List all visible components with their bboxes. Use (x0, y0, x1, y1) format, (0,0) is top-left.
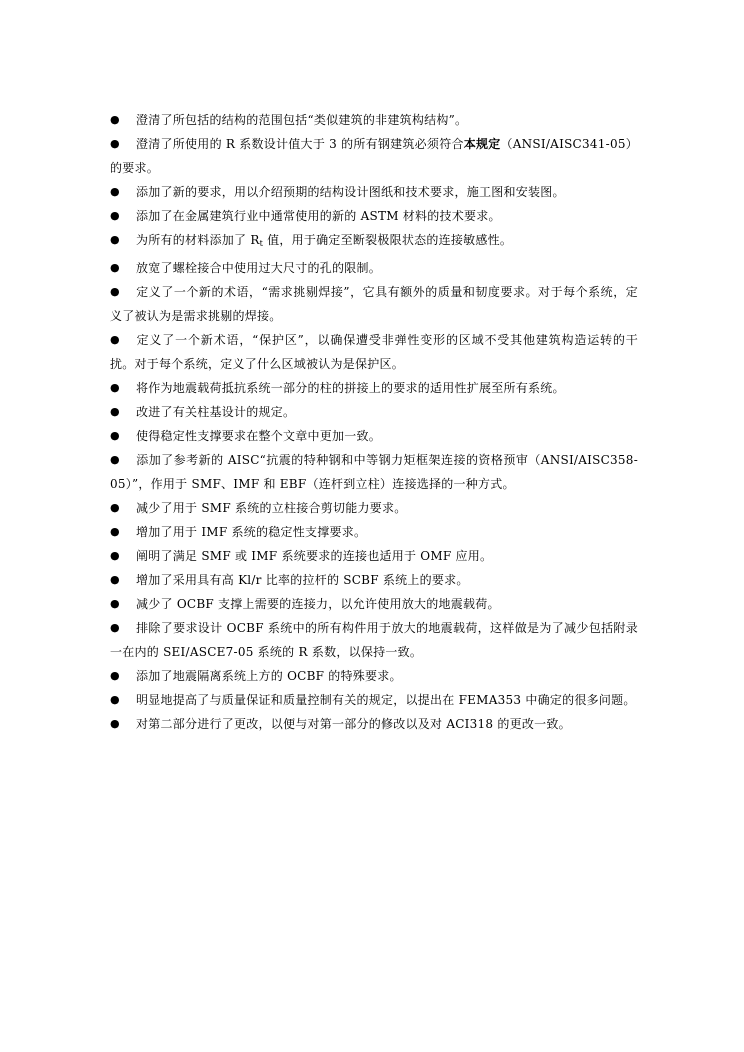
list-item (110, 688, 638, 712)
item-text: 将作为地震载荷抵抗系统一部分的柱的拼接上的要求的适用性扩展至所有系统。 (136, 381, 565, 395)
list-item (110, 280, 638, 328)
list-item (110, 616, 638, 664)
bullet-icon: ● (110, 669, 120, 682)
item-text: 值，用于确定至断裂极限状态的连接敏感性。 (263, 233, 513, 247)
bullet-icon: ● (110, 597, 120, 610)
item-text-bold: 本规定 (463, 137, 501, 151)
item-text: 减少了用于 SMF 系统的立柱接合剪切能力要求。 (136, 501, 407, 515)
bullet-icon: ● (110, 233, 120, 246)
list-item (110, 328, 638, 376)
list-item (110, 424, 638, 448)
list-item (110, 712, 638, 736)
bullet-icon: ● (110, 501, 120, 514)
list-item (110, 544, 638, 568)
item-text: 澄清了所包括的结构的范围包括“类似建筑的非建筑构结构”。 (136, 113, 468, 127)
list-item (110, 132, 638, 180)
bullet-icon: ● (110, 573, 120, 586)
list-item (110, 520, 638, 544)
bullet-icon: ● (110, 113, 120, 126)
list-item (110, 664, 638, 688)
item-text: 添加了地震隔离系统上方的 OCBF 的特殊要求。 (136, 669, 402, 683)
item-text: 定义了一个新术语，“保护区”，以确保遭受非弹性变形的区域不受其他建筑构造运转的干扰。对于每个系统，定义了什么区域被认为是保护区。 (110, 333, 638, 371)
item-text: 添加了新的要求，用以介绍预期的结构设计图纸和技术要求，施工图和安装图。 (136, 185, 565, 199)
list-item (110, 204, 638, 228)
item-text: 改进了有关柱基设计的规定。 (136, 405, 296, 419)
list-item (110, 400, 638, 424)
bullet-icon: ● (110, 693, 120, 706)
list-item (110, 592, 638, 616)
bullet-icon: ● (110, 209, 120, 222)
change-list (110, 108, 638, 736)
bullet-icon: ● (110, 381, 120, 394)
item-text: 阐明了满足 SMF 或 IMF 系统要求的连接也适用于 OMF 应用。 (136, 549, 493, 563)
bullet-icon: ● (110, 261, 120, 274)
bullet-icon: ● (110, 453, 120, 466)
item-text: 排除了要求设计 OCBF 系统中的所有构件用于放大的地震载荷，这样做是为了减少包括附录一在内的 SEI/ASCE7-05 系统的 R 系数，以保持一致。 (110, 621, 638, 659)
item-text: 减少了 OCBF 支撑上需要的连接力，以允许使用放大的地震载荷。 (136, 597, 500, 611)
item-text: （ANSI/AISC341-05）的要求。 (110, 137, 638, 175)
bullet-icon: ● (110, 405, 120, 418)
item-subscript: t (259, 239, 264, 248)
item-text: 增加了用于 IMF 系统的稳定性支撑要求。 (136, 525, 367, 539)
bullet-icon: ● (110, 185, 120, 198)
list-item (110, 376, 638, 400)
bullet-icon: ● (110, 621, 120, 634)
list-item (110, 256, 638, 280)
list-item (110, 108, 638, 132)
bullet-icon: ● (110, 717, 120, 730)
item-text: 增加了采用具有高 Kl/r 比率的拉杆的 SCBF 系统上的要求。 (136, 573, 469, 587)
list-item (110, 568, 638, 592)
bullet-icon: ● (110, 429, 120, 442)
item-text: 添加了参考新的 AISC“抗震的特种钢和中等钢力矩框架连接的资格预审（ANSI/AISC358-05）”，作用于 SMF、IMF 和 EBF（连杆到立柱）连接选择的一种方式。 (110, 453, 638, 491)
item-text: 明显地提高了与质量保证和质量控制有关的规定，以提出在 FEMA353 中确定的很多问题。 (136, 693, 636, 707)
item-text: 对第二部分进行了更改，以便与对第一部分的修改以及对 ACI318 的更改一致。 (136, 717, 571, 731)
list-item (110, 448, 638, 496)
item-text: 添加了在金属建筑行业中通常使用的新的 ASTM 材料的技术要求。 (136, 209, 501, 223)
item-text: 澄清了所使用的 R 系数设计值大于 3 的所有钢建筑必须符合 (136, 137, 464, 151)
bullet-icon: ● (110, 333, 120, 346)
list-item (110, 180, 638, 204)
item-text: 放宽了螺栓接合中使用过大尺寸的孔的限制。 (136, 261, 382, 275)
bullet-icon: ● (110, 137, 120, 150)
bullet-icon: ● (110, 525, 120, 538)
item-text: 使得稳定性支撑要求在整个文章中更加一致。 (136, 429, 382, 443)
bullet-icon: ● (110, 549, 120, 562)
list-item (110, 496, 638, 520)
item-text: 定义了一个新的术语，“需求挑剔焊接”，它具有额外的质量和韧度要求。对于每个系统，定义了被认为是需求挑剔的焊接。 (110, 285, 638, 323)
list-item (110, 228, 638, 256)
item-text: 为所有的材料添加了 R (136, 233, 260, 247)
bullet-icon: ● (110, 285, 120, 298)
